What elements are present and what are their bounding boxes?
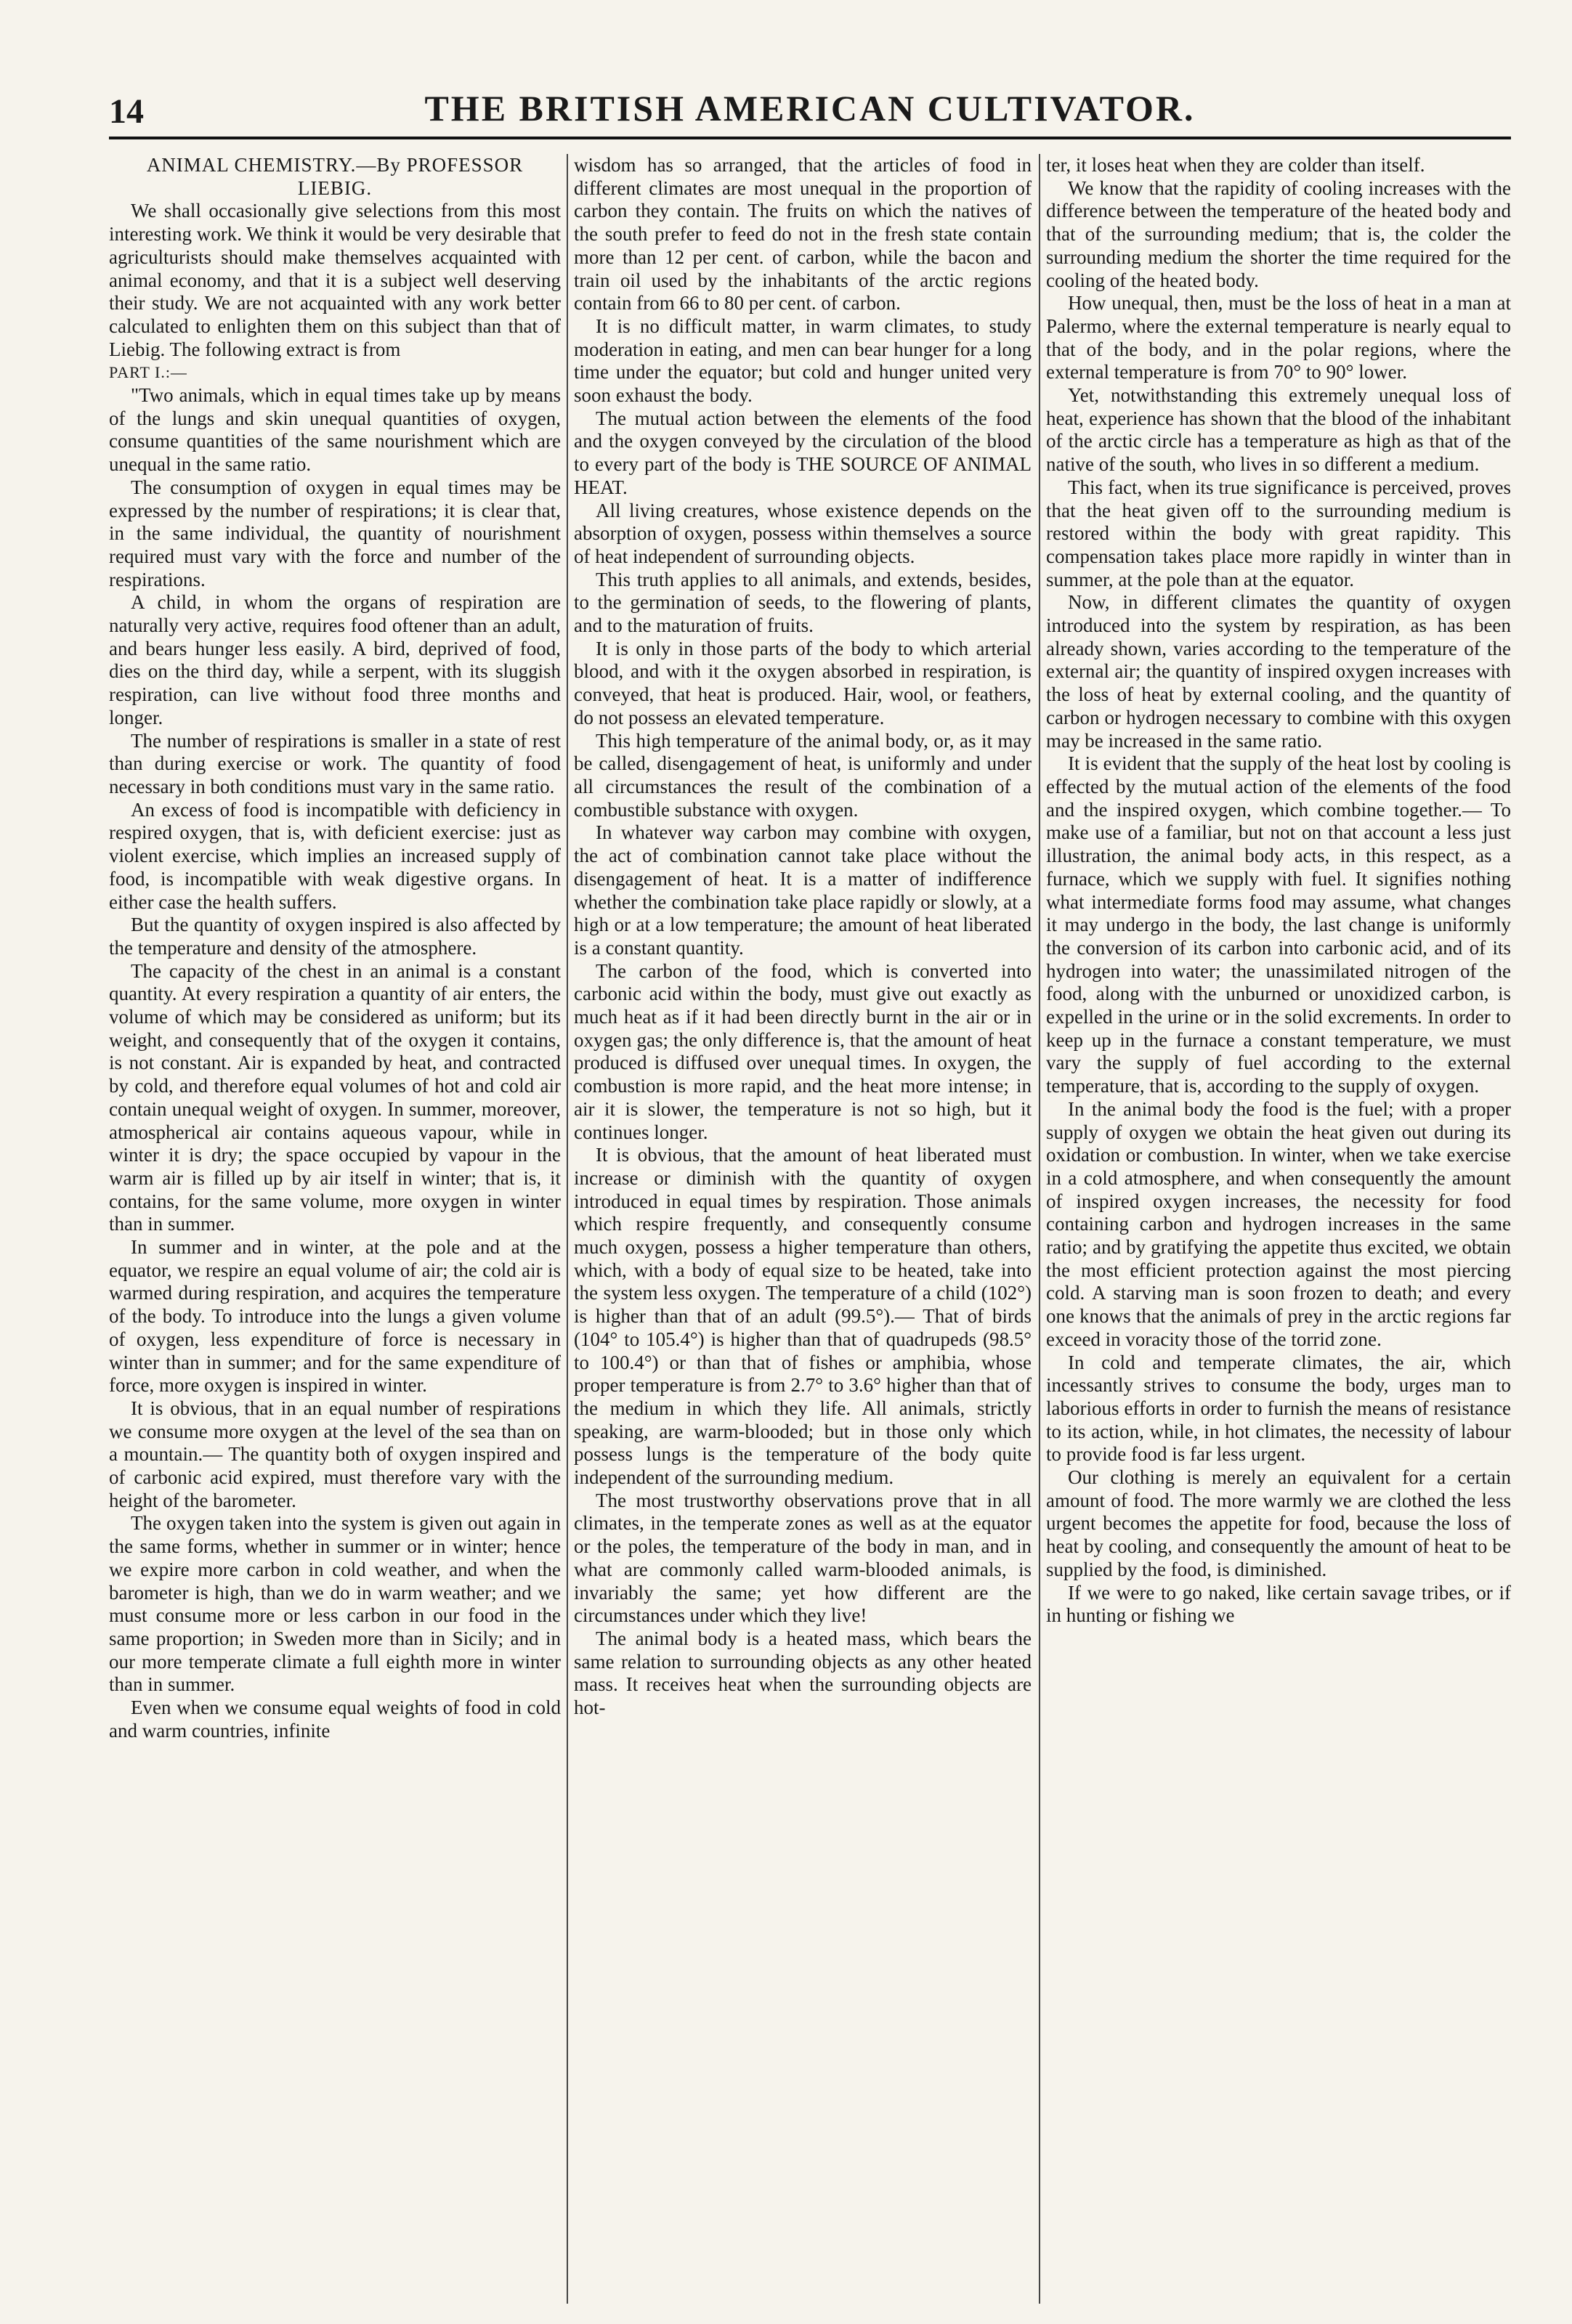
paragraph: In cold and temperate climates, the air, which incessantly strives to consume the body, urges man to laborious efforts in order to furnish the means of resistance to its action, while, in hot climates, the necessity of labour to provide food is far less urgent. [1046, 1351, 1511, 1466]
paragraph: The mutual action between the elements of the food and the oxygen conveyed by the circulation of the blood to every part of the body is THE SOURCE OF ANIMAL HEAT. [574, 407, 1032, 498]
paragraph: The most trustworthy observations prove that in all climates, in the temperate zones as well as at the equator or the poles, the temperature of the body in man, and in what are commonly called warm-blooded animals, is invariably the same; yet how different are the circumstances under which they live! [574, 1489, 1032, 1627]
paragraph: In whatever way carbon may combine with oxygen, the act of combination cannot take place without the disengagement of heat. It is a matter of indifference whether the combination take place rapidly or slowly, at a high or at a low temperature; the amount of heat liberated is a constant quantity. [574, 821, 1032, 959]
paragraph: It is no difficult matter, in warm climates, to study moderation in eating, and men can bear hunger for a long time under the equator; but cold and hunger united very soon exhaust the body. [574, 314, 1032, 407]
paragraph: This fact, when its true significance is perceived, proves that the heat given off to the surrounding medium is restored within the body with great rapidity. This compensation takes place more rapidly in winter than in summer, at the pole than at the equator. [1046, 476, 1511, 590]
page-header [109, 86, 1511, 139]
paragraph: But the quantity of oxygen inspired is also affected by the temperature and density of the atmosphere. [109, 914, 561, 959]
paragraph: Our clothing is merely an equivalent for a certain amount of food. The more warmly we are clothed the less urgent becomes the appetite for food, because the loss of heat by cooling, and consequently the amount of heat to be supplied by the food, is diminished. [1046, 1466, 1511, 1580]
paragraph: A child, in whom the organs of respiration are naturally very active, requires food oftener than an adult, and bears hunger less easily. A bird, deprived of food, dies on the third day, while a serpent, with its sluggish respiration, can live without food three months and longer. [109, 591, 561, 728]
paragraph: The number of respirations is smaller in a state of rest than during exercise or work. The quantity of food necessary in both conditions must vary in the same ratio. [109, 729, 561, 797]
paragraph: The capacity of the chest in an animal is a constant quantity. At every respiration a quantity of air enters, the volume of which may be considered as uniform; but its weight, and consequently that of the oxygen it contains, is not constant. Air is expanded by heat, and contracted by cold, and therefore equal volumes of hot and cold air contain unequal weight of oxygen. In summer, moreover, atmospherical air contains aqueous vapour, while in winter it is dry; the space occupied by vapour in the warm air is filled up by air itself in winter; that is, it contains, for the same volume, more oxygen in winter than in summer. [109, 959, 561, 1235]
paragraph: An excess of food is incompatible with deficiency in respired oxygen, that is, with deficient exercise: just as violent exercise, which implies an increased supply of food, is incompatible with weak digestive organs. In either case the health suffers. [109, 798, 561, 913]
paragraph: wisdom has so arranged, that the articles of food in different climates are most unequal in the proportion of carbon they contain. The fruits on which the natives of the south prefer to feed do not in the fresh state contain more than 12 per cent. of carbon, while the bacon and train oil used by the inhabitants of the arctic regions contain from 66 to 80 per cent. of carbon. [574, 154, 1032, 314]
column-1 [109, 154, 561, 2304]
column-3 [1046, 154, 1511, 2304]
paragraph: It is evident that the supply of the heat lost by cooling is effected by the mutual action of the elements of the food and the inspired oxygen, which combine together.— To make use of a familiar, but not on that account a less just illustration, the animal body acts, in this respect, as a furnace, which we supply with fuel. It signifies nothing what intermediate forms food may assume, what changes it may undergo in the body, the last change is uniformly the conversion of its carbon into carbonic acid, and of its hydrogen into water; the unassimilated nitrogen of the food, along with the unburned or unoxidized carbon, is expelled in the urine or in the solid excrements. In order to keep up in the furnace a constant temperature, we must vary the supply of fuel according to the external temperature, that is, according to the supply of oxygen. [1046, 752, 1511, 1097]
paragraph: The carbon of the food, which is converted into carbonic acid within the body, must give out exactly as much heat as if it had been directly burnt in the air or in oxygen gas; the only difference is, that the amount of heat produced is diffused over unequal times. In oxygen, the combustion is more rapid, and the heat more intense; in air it is slower, the temperature is not so high, but it continues longer. [574, 959, 1032, 1143]
paragraph: The animal body is a heated mass, which bears the same relation to surrounding objects as any other heated mass. It receives heat when the surrounding objects are hot- [574, 1628, 1032, 1719]
paragraph: In summer and in winter, at the pole and at the equator, we respire an equal volume of air; the cold air is warmed during respiration, and acquires the temperature of the body. To introduce into the lungs a given volume of oxygen, less expenditure of force is necessary in winter than in summer; and for the same expenditure of force, more oxygen is inspired in winter. [109, 1236, 561, 1397]
part-label: PART I.:— [109, 363, 187, 382]
paragraph: In the animal body the food is the fuel; with a proper supply of oxygen we obtain the heat given out during its oxidation or combustion. In winter, when we take exercise in a cold atmosphere, and when consequently the amount of inspired oxygen increases, the necessity for food containing carbon and hydrogen increases in the same ratio; and by gratifying the appetite thus excited, we obtain the most efficient protection against the most piercing cold. A starving man is soon frozen to death; and every one knows that the animals of prey in the arctic regions far exceed in voracity those of the torrid zone. [1046, 1097, 1511, 1350]
paragraph: It is obvious, that the amount of heat liberated must increase or diminish with the quantity of oxygen introduced in equal times by respiration. Those animals which respire frequently, and consequently consume much oxygen, possess a higher temperature than others, which, with a body of equal size to be heated, take into the system less oxygen. The temperature of a child (102°) is higher than that of an adult (99.5°).— That of birds (104° to 105.4°) is higher than that of quadrupeds (98.5° to 100.4°) or than that of fishes or amphibia, whose proper temperature is from 2.7° to 3.6° higher than that of the medium in which they life. All animals, strictly speaking, are warm-blooded; but in those only which possess lungs is the temperature of the body quite independent of the surrounding medium. [574, 1144, 1032, 1489]
paragraph: It is obvious, that in an equal number of respirations we consume more oxygen at the level of the sea than on a mountain.— The quantity both of oxygen inspired and of carbonic acid expired, must therefore vary with the height of the barometer. [109, 1397, 561, 1511]
journal-title: THE BRITISH AMERICAN CULTIVATOR. [424, 88, 1196, 129]
column-2 [574, 154, 1032, 2304]
paragraph: The consumption of oxygen in equal times may be expressed by the number of respirations; it is clear that, in the same individual, the quantity of nourishment required must vary with the force and number of the respirations. [109, 476, 561, 590]
paragraph: It is only in those parts of the body to which arterial blood, and with it the oxygen absorbed in respiration, is conveyed, that heat is produced. Hair, wool, or feathers, do not possess an elevated temperature. [574, 637, 1032, 728]
article-intro: We shall occasionally give selections from this most interesting work. We think it would be very desirable that agriculturists should make themselves acquainted with animal economy, and that it is a subject well deserving their study. We are not acquainted with any work better calculated to enlighten them on this subject than that of Liebig. The following extract is from [109, 200, 561, 360]
paragraph: All living creatures, whose existence depends on the absorption of oxygen, possess within themselves a source of heat independent of surrounding objects. [574, 499, 1032, 567]
paragraph: We know that the rapidity of cooling increases with the difference between the temperature of the heated body and that of the surrounding medium; that is, the colder the surrounding medium the shorter the time required for the cooling of the heated body. [1046, 176, 1511, 291]
paragraph: The oxygen taken into the system is given out again in the same forms, whether in summer or in winter; hence we expire more carbon in cold weather, and when the barometer is high, than we do in warm weather; and we must consume more or less carbon in our food in the same proportion; in Sweden more than in Sicily; and in our more temperate climate a full eighth more in winter than in summer. [109, 1512, 561, 1696]
paragraph: "Two animals, which in equal times take up by means of the lungs and skin unequal quantities of oxygen, consume quantities of the same nourishment which are unequal in the same ratio. [109, 384, 561, 476]
page-number: 14 [109, 92, 144, 131]
paragraph: Even when we consume equal weights of food in cold and warm countries, infinite [109, 1697, 561, 1742]
paragraph: This truth applies to all animals, and extends, besides, to the germination of seeds, to the flowering of plants, and to the maturation of fruits. [574, 568, 1032, 637]
column-divider [1039, 154, 1040, 2304]
column-divider [567, 154, 568, 2304]
paragraph: Now, in different climates the quantity of oxygen introduced into the system by respiration, as has been already shown, varies according to the temperature of the external air; the quantity of inspired oxygen increases with the loss of heat by external cooling, and the quantity of carbon or hydrogen necessary to combine with this oxygen may be increased in the same ratio. [1046, 591, 1511, 752]
article-title: ANIMAL CHEMISTRY.—By PROFESSOR LIEBIG. [146, 154, 524, 199]
paragraph: ter, it loses heat when they are colder than itself. [1046, 154, 1425, 176]
paragraph: Yet, notwithstanding this extremely unequal loss of heat, experience has shown that the blood of the inhabitant of the arctic circle has a temperature as high as that of the native of the south, who lives in so different a medium. [1046, 384, 1511, 476]
paragraph: If we were to go naked, like certain savage tribes, or if in hunting or fishing we [1046, 1581, 1511, 1627]
paragraph: How unequal, then, must be the loss of heat in a man at Palermo, where the external temperature is nearly equal to that of the body, and in the polar regions, where the external temperature is from 70° to 90° lower. [1046, 292, 1511, 383]
paragraph: This high temperature of the animal body, or, as it may be called, disengagement of heat, is uniformly and under all circumstances the result of the combination of a combustible substance with oxygen. [574, 729, 1032, 821]
